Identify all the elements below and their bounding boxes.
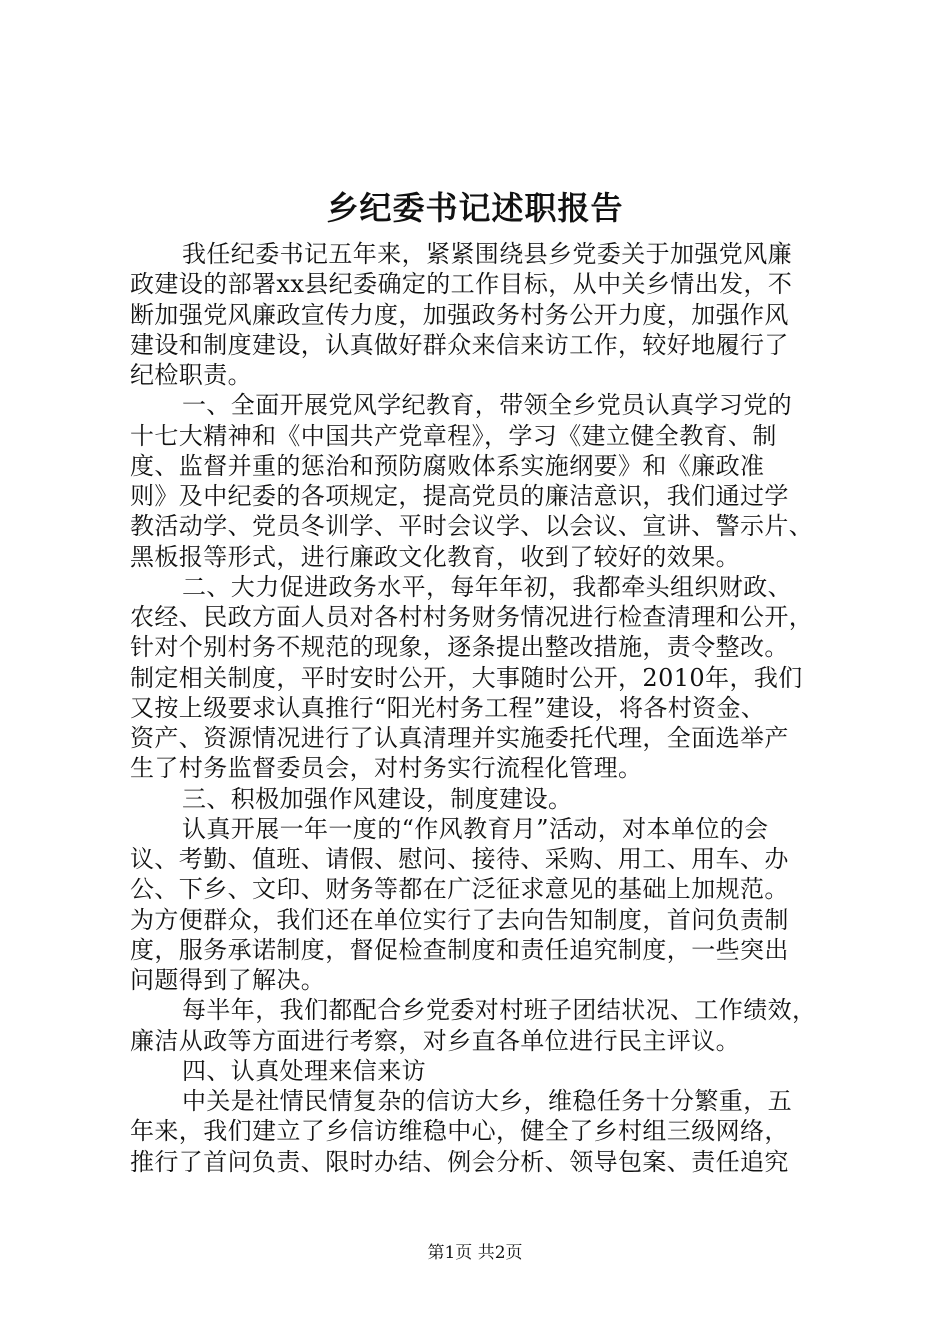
text-line: 廉洁从政等方面进行考察，对乡直各单位进行民主评议。 — [130, 1026, 740, 1055]
text-line: 三、积极加强作风建设，制度建设。 — [182, 784, 573, 813]
text-line: 议、考勤、值班、请假、慰问、接待、采购、用工、用车、办 — [130, 845, 789, 873]
page-footer: 第1页 共2页 — [427, 1243, 523, 1263]
text-line: 资产、资源情况进行了认真清理并实施委托代理，全面选举产 — [130, 724, 789, 752]
text-line: 每半年，我们都配合乡党委对村班子团结状况、工作绩效， — [182, 996, 817, 1025]
text-line: 推行了首问负责、限时办结、例会分析、领导包案、责任追究 — [130, 1147, 789, 1176]
text-line: 针对个别村务不规范的现象，逐条提出整改措施，责令整改。 — [130, 633, 789, 662]
text-line: 建设和制度建设，认真做好群众来信来访工作，较好地履行了 — [130, 330, 789, 359]
text-line: 黑板报等形式，进行廉政文化教育，收到了较好的效果。 — [130, 542, 740, 571]
text-line: 农经、民政方面人员对各村村务财务情况进行检查清理和公开， — [130, 603, 814, 631]
document-body — [130, 239, 835, 1177]
text-line: 我任纪委书记五年来，紧紧围绕县乡党委关于加强党风廉 — [182, 240, 792, 268]
text-line: 政建设的部署xx县纪委确定的工作目标，从中关乡情出发，不 — [130, 270, 793, 299]
text-line: 度，服务承诺制度，督促检查制度和责任追究制度，一些突出 — [130, 935, 789, 964]
text-line: 为方便群众，我们还在单位实行了去向告知制度，首问负责制 — [130, 905, 789, 934]
text-line: 十七大精神和《中国共产党章程》，学习《建立健全教育、制 — [130, 421, 777, 450]
text-line: 中关是社情民情复杂的信访大乡，维稳任务十分繁重，五 — [182, 1087, 792, 1115]
text-line: 教活动学、党员冬训学、平时会议学、以会议、宣讲、警示片、 — [130, 512, 814, 541]
text-line: 又按上级要求认真推行“阳光村务工程”建设，将各村资金、 — [130, 693, 766, 722]
text-line: 认真开展一年一度的“作风教育月”活动，对本单位的会 — [182, 814, 769, 843]
text-line: 纪检职责。 — [130, 361, 252, 389]
text-line: 断加强党风廉政宣传力度，加强政务村务公开力度，加强作风 — [130, 300, 789, 329]
text-line: 公、下乡、文印、财务等都在广泛征求意见的基础上加规范。 — [130, 875, 789, 904]
text-line: 则》及中纪委的各项规定，提高党员的廉洁意识，我们通过学 — [130, 482, 789, 510]
text-line: 生了村务监督委员会，对村务实行流程化管理。 — [130, 754, 643, 783]
text-line: 二、大力促进政务水平，每年年初，我都牵头组织财政、 — [182, 572, 792, 601]
text-line: 度、监督并重的惩治和预防腐败体系实施纲要》和《廉政准 — [130, 451, 765, 480]
text-line: 制定相关制度，平时安时公开，大事随时公开，2010年，我们 — [130, 663, 803, 692]
text-line: 一、全面开展党风学纪教育，带领全乡党员认真学习党的 — [182, 391, 792, 420]
text-line: 年来，我们建立了乡信访维稳中心，健全了乡村组三级网络， — [130, 1117, 789, 1146]
text-line: 四、认真处理来信来访 — [182, 1056, 426, 1085]
page-title: 乡纪委书记述职报告 — [326, 189, 624, 227]
text-line: 问题得到了解决。 — [130, 966, 326, 994]
